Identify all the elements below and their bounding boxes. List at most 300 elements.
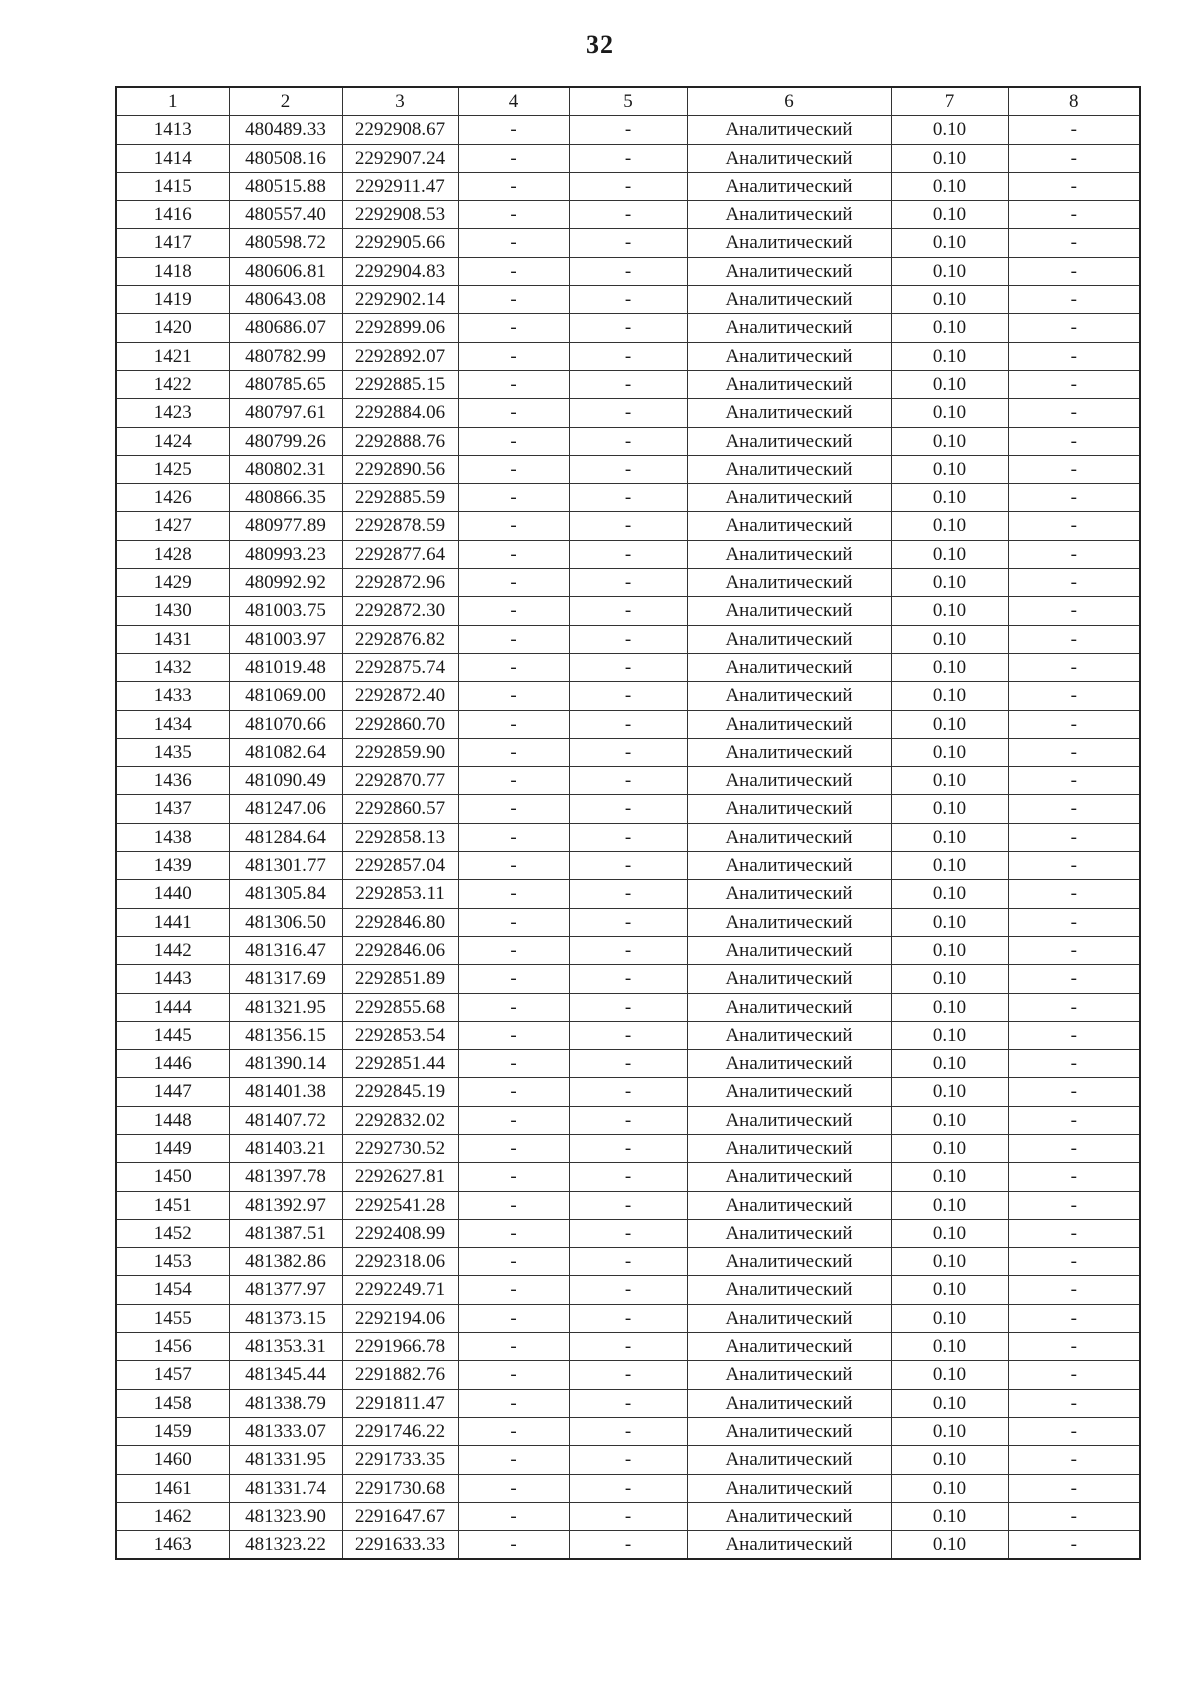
table-cell-col-4: - xyxy=(458,852,569,880)
table-cell-col-5: - xyxy=(569,1417,687,1445)
table-cell-col-3: 2291647.67 xyxy=(342,1502,458,1530)
table-row xyxy=(116,625,1140,653)
table-cell-col-5: - xyxy=(569,965,687,993)
table-cell-col-3: 2292858.13 xyxy=(342,823,458,851)
table-cell-col-1: 1432 xyxy=(116,653,229,681)
table-cell-col-2: 481338.79 xyxy=(229,1389,342,1417)
table-cell-col-5: - xyxy=(569,1531,687,1560)
table-row xyxy=(116,1446,1140,1474)
table-cell-col-2: 481003.97 xyxy=(229,625,342,653)
table-cell-col-5: - xyxy=(569,569,687,597)
table-cell-col-4: - xyxy=(458,1531,569,1560)
table-cell-col-4: - xyxy=(458,1163,569,1191)
table-cell-col-5: - xyxy=(569,597,687,625)
table-cell-col-4: - xyxy=(458,653,569,681)
table-cell-col-5: - xyxy=(569,1502,687,1530)
table-row xyxy=(116,370,1140,398)
table-cell-col-1: 1453 xyxy=(116,1248,229,1276)
table-cell-col-2: 481403.21 xyxy=(229,1134,342,1162)
table-cell-col-5: - xyxy=(569,936,687,964)
table-cell-col-7: 0.10 xyxy=(891,1050,1008,1078)
table-cell-col-2: 481390.14 xyxy=(229,1050,342,1078)
table-cell-col-7: 0.10 xyxy=(891,880,1008,908)
table-cell-col-4: - xyxy=(458,1417,569,1445)
table-cell-col-2: 481003.75 xyxy=(229,597,342,625)
table-cell-col-7: 0.10 xyxy=(891,767,1008,795)
table-cell-col-7: 0.10 xyxy=(891,908,1008,936)
table-body xyxy=(116,116,1140,1560)
table-row xyxy=(116,880,1140,908)
table-cell-col-6: Аналитический xyxy=(687,1134,891,1162)
table-cell-col-5: - xyxy=(569,370,687,398)
table-cell-col-5: - xyxy=(569,1361,687,1389)
table-cell-col-5: - xyxy=(569,653,687,681)
table-cell-col-7: 0.10 xyxy=(891,569,1008,597)
table-cell-col-6: Аналитический xyxy=(687,512,891,540)
table-cell-col-3: 2292872.30 xyxy=(342,597,458,625)
column-header-7: 7 xyxy=(891,87,1008,116)
table-cell-col-5: - xyxy=(569,1021,687,1049)
table-cell-col-2: 481373.15 xyxy=(229,1304,342,1332)
table-cell-col-4: - xyxy=(458,370,569,398)
table-cell-col-4: - xyxy=(458,116,569,144)
table-cell-col-1: 1450 xyxy=(116,1163,229,1191)
table-row xyxy=(116,172,1140,200)
table-cell-col-3: 2292860.70 xyxy=(342,710,458,738)
column-header-8: 8 xyxy=(1008,87,1140,116)
table-cell-col-6: Аналитический xyxy=(687,1106,891,1134)
table-cell-col-6: Аналитический xyxy=(687,1021,891,1049)
table-cell-col-4: - xyxy=(458,993,569,1021)
table-cell-col-2: 480606.81 xyxy=(229,257,342,285)
table-cell-col-6: Аналитический xyxy=(687,484,891,512)
table-row xyxy=(116,1389,1140,1417)
table-row xyxy=(116,286,1140,314)
table-cell-col-4: - xyxy=(458,1304,569,1332)
table-cell-col-2: 481353.31 xyxy=(229,1333,342,1361)
page-number: 32 xyxy=(586,30,614,59)
table-cell-col-3: 2292857.04 xyxy=(342,852,458,880)
table-cell-col-3: 2291882.76 xyxy=(342,1361,458,1389)
table-cell-col-2: 480782.99 xyxy=(229,342,342,370)
table-row xyxy=(116,936,1140,964)
table-row xyxy=(116,1248,1140,1276)
table-cell-col-6: Аналитический xyxy=(687,767,891,795)
table-row xyxy=(116,229,1140,257)
table-cell-col-2: 480508.16 xyxy=(229,144,342,172)
table-cell-col-6: Аналитический xyxy=(687,1248,891,1276)
table-cell-col-8: - xyxy=(1008,427,1140,455)
table-cell-col-3: 2291966.78 xyxy=(342,1333,458,1361)
table-cell-col-5: - xyxy=(569,852,687,880)
table-cell-col-6: Аналитический xyxy=(687,399,891,427)
table-cell-col-6: Аналитический xyxy=(687,823,891,851)
table-cell-col-8: - xyxy=(1008,1389,1140,1417)
table-row xyxy=(116,569,1140,597)
table-cell-col-5: - xyxy=(569,144,687,172)
table-cell-col-2: 481316.47 xyxy=(229,936,342,964)
table-row xyxy=(116,1134,1140,1162)
table-cell-col-8: - xyxy=(1008,257,1140,285)
table-cell-col-8: - xyxy=(1008,908,1140,936)
table-cell-col-2: 481387.51 xyxy=(229,1219,342,1247)
coordinates-table xyxy=(115,86,1141,1560)
table-cell-col-8: - xyxy=(1008,229,1140,257)
table-cell-col-3: 2291730.68 xyxy=(342,1474,458,1502)
table-cell-col-6: Аналитический xyxy=(687,144,891,172)
table-cell-col-1: 1425 xyxy=(116,455,229,483)
table-cell-col-2: 480489.33 xyxy=(229,116,342,144)
table-cell-col-4: - xyxy=(458,1276,569,1304)
column-header-4: 4 xyxy=(458,87,569,116)
table-cell-col-4: - xyxy=(458,512,569,540)
table-cell-col-3: 2292899.06 xyxy=(342,314,458,342)
table-cell-col-6: Аналитический xyxy=(687,257,891,285)
table-cell-col-7: 0.10 xyxy=(891,229,1008,257)
table-row xyxy=(116,144,1140,172)
table-cell-col-8: - xyxy=(1008,144,1140,172)
table-cell-col-7: 0.10 xyxy=(891,682,1008,710)
table-cell-col-8: - xyxy=(1008,172,1140,200)
table-cell-col-1: 1440 xyxy=(116,880,229,908)
table-cell-col-4: - xyxy=(458,738,569,766)
table-row xyxy=(116,1417,1140,1445)
table-row xyxy=(116,1021,1140,1049)
table-cell-col-5: - xyxy=(569,1106,687,1134)
table-cell-col-3: 2292902.14 xyxy=(342,286,458,314)
table-cell-col-1: 1454 xyxy=(116,1276,229,1304)
table-cell-col-6: Аналитический xyxy=(687,738,891,766)
table-cell-col-4: - xyxy=(458,1050,569,1078)
table-cell-col-3: 2292627.81 xyxy=(342,1163,458,1191)
table-cell-col-2: 481301.77 xyxy=(229,852,342,880)
table-cell-col-4: - xyxy=(458,1333,569,1361)
table-cell-col-6: Аналитический xyxy=(687,427,891,455)
table-cell-col-4: - xyxy=(458,880,569,908)
table-cell-col-6: Аналитический xyxy=(687,1191,891,1219)
table-cell-col-3: 2292851.44 xyxy=(342,1050,458,1078)
table-row xyxy=(116,1361,1140,1389)
table-cell-col-8: - xyxy=(1008,1163,1140,1191)
table-cell-col-3: 2292853.54 xyxy=(342,1021,458,1049)
table-cell-col-3: 2292885.59 xyxy=(342,484,458,512)
table-cell-col-2: 481306.50 xyxy=(229,908,342,936)
table-row xyxy=(116,710,1140,738)
table-cell-col-6: Аналитический xyxy=(687,1361,891,1389)
table-row xyxy=(116,342,1140,370)
table-cell-col-1: 1457 xyxy=(116,1361,229,1389)
table-cell-col-8: - xyxy=(1008,1333,1140,1361)
table-row xyxy=(116,257,1140,285)
table-cell-col-3: 2292888.76 xyxy=(342,427,458,455)
table-cell-col-4: - xyxy=(458,1502,569,1530)
table-cell-col-5: - xyxy=(569,682,687,710)
table-cell-col-3: 2292872.40 xyxy=(342,682,458,710)
table-cell-col-1: 1445 xyxy=(116,1021,229,1049)
table-cell-col-1: 1462 xyxy=(116,1502,229,1530)
table-cell-col-8: - xyxy=(1008,1106,1140,1134)
table-cell-col-1: 1420 xyxy=(116,314,229,342)
table-cell-col-8: - xyxy=(1008,625,1140,653)
table-row xyxy=(116,1106,1140,1134)
table-cell-col-8: - xyxy=(1008,455,1140,483)
column-header-5: 5 xyxy=(569,87,687,116)
table-cell-col-4: - xyxy=(458,1446,569,1474)
table-cell-col-8: - xyxy=(1008,710,1140,738)
table-cell-col-5: - xyxy=(569,1078,687,1106)
table-cell-col-7: 0.10 xyxy=(891,1417,1008,1445)
table-cell-col-1: 1438 xyxy=(116,823,229,851)
table-cell-col-3: 2292853.11 xyxy=(342,880,458,908)
table-cell-col-8: - xyxy=(1008,1248,1140,1276)
table-cell-col-2: 481392.97 xyxy=(229,1191,342,1219)
table-cell-col-2: 481317.69 xyxy=(229,965,342,993)
table-cell-col-8: - xyxy=(1008,342,1140,370)
table-cell-col-4: - xyxy=(458,257,569,285)
table-cell-col-4: - xyxy=(458,767,569,795)
table-cell-col-5: - xyxy=(569,172,687,200)
table-cell-col-6: Аналитический xyxy=(687,314,891,342)
table-cell-col-4: - xyxy=(458,936,569,964)
table-cell-col-7: 0.10 xyxy=(891,965,1008,993)
table-cell-col-3: 2292859.90 xyxy=(342,738,458,766)
table-cell-col-5: - xyxy=(569,540,687,568)
table-cell-col-2: 480992.92 xyxy=(229,569,342,597)
table-row xyxy=(116,1333,1140,1361)
table-cell-col-3: 2292249.71 xyxy=(342,1276,458,1304)
table-cell-col-6: Аналитический xyxy=(687,1276,891,1304)
table-cell-col-8: - xyxy=(1008,1502,1140,1530)
table-cell-col-7: 0.10 xyxy=(891,257,1008,285)
table-cell-col-6: Аналитический xyxy=(687,286,891,314)
table-cell-col-5: - xyxy=(569,229,687,257)
table-cell-col-7: 0.10 xyxy=(891,1474,1008,1502)
table-cell-col-4: - xyxy=(458,710,569,738)
table-cell-col-4: - xyxy=(458,1219,569,1247)
table-cell-col-8: - xyxy=(1008,1474,1140,1502)
table-cell-col-5: - xyxy=(569,512,687,540)
table-cell-col-5: - xyxy=(569,1276,687,1304)
table-cell-col-8: - xyxy=(1008,1446,1140,1474)
table-cell-col-3: 2292907.24 xyxy=(342,144,458,172)
table-cell-col-8: - xyxy=(1008,116,1140,144)
table-cell-col-5: - xyxy=(569,342,687,370)
table-cell-col-6: Аналитический xyxy=(687,993,891,1021)
table-cell-col-3: 2292885.15 xyxy=(342,370,458,398)
table-cell-col-5: - xyxy=(569,738,687,766)
table-cell-col-7: 0.10 xyxy=(891,597,1008,625)
table-cell-col-6: Аналитический xyxy=(687,1333,891,1361)
table-cell-col-7: 0.10 xyxy=(891,399,1008,427)
table-cell-col-5: - xyxy=(569,1248,687,1276)
table-row xyxy=(116,1474,1140,1502)
table-cell-col-3: 2292870.77 xyxy=(342,767,458,795)
table-cell-col-8: - xyxy=(1008,314,1140,342)
table-cell-col-8: - xyxy=(1008,540,1140,568)
table-row xyxy=(116,993,1140,1021)
table-cell-col-3: 2292846.06 xyxy=(342,936,458,964)
table-cell-col-6: Аналитический xyxy=(687,965,891,993)
table-cell-col-6: Аналитический xyxy=(687,229,891,257)
table-cell-col-7: 0.10 xyxy=(891,1219,1008,1247)
table-cell-col-7: 0.10 xyxy=(891,1106,1008,1134)
table-row xyxy=(116,767,1140,795)
table-cell-col-6: Аналитический xyxy=(687,1474,891,1502)
table-cell-col-2: 480802.31 xyxy=(229,455,342,483)
table-cell-col-1: 1461 xyxy=(116,1474,229,1502)
table-cell-col-4: - xyxy=(458,1248,569,1276)
table-cell-col-4: - xyxy=(458,342,569,370)
table-row xyxy=(116,597,1140,625)
table-cell-col-2: 481070.66 xyxy=(229,710,342,738)
table-cell-col-7: 0.10 xyxy=(891,1248,1008,1276)
table-cell-col-7: 0.10 xyxy=(891,370,1008,398)
table-cell-col-1: 1428 xyxy=(116,540,229,568)
table-cell-col-1: 1424 xyxy=(116,427,229,455)
table-row xyxy=(116,795,1140,823)
table-cell-col-5: - xyxy=(569,1163,687,1191)
table-cell-col-1: 1452 xyxy=(116,1219,229,1247)
table-cell-col-8: - xyxy=(1008,993,1140,1021)
table-cell-col-6: Аналитический xyxy=(687,795,891,823)
table-cell-col-6: Аналитический xyxy=(687,880,891,908)
table-cell-col-3: 2292908.53 xyxy=(342,201,458,229)
table-cell-col-7: 0.10 xyxy=(891,1078,1008,1106)
table-header-row xyxy=(116,87,1140,116)
table-cell-col-2: 481323.22 xyxy=(229,1531,342,1560)
table-cell-col-5: - xyxy=(569,1446,687,1474)
table-cell-col-5: - xyxy=(569,399,687,427)
table-cell-col-8: - xyxy=(1008,512,1140,540)
table-row xyxy=(116,1219,1140,1247)
table-cell-col-6: Аналитический xyxy=(687,1050,891,1078)
table-cell-col-7: 0.10 xyxy=(891,1531,1008,1560)
table-cell-col-8: - xyxy=(1008,1219,1140,1247)
table-cell-col-6: Аналитический xyxy=(687,540,891,568)
table-cell-col-2: 481069.00 xyxy=(229,682,342,710)
table-cell-col-3: 2292860.57 xyxy=(342,795,458,823)
table-cell-col-4: - xyxy=(458,597,569,625)
table-cell-col-1: 1456 xyxy=(116,1333,229,1361)
column-header-1: 1 xyxy=(116,87,229,116)
table-cell-col-8: - xyxy=(1008,1191,1140,1219)
table-cell-col-2: 481331.95 xyxy=(229,1446,342,1474)
column-header-3: 3 xyxy=(342,87,458,116)
table-cell-col-7: 0.10 xyxy=(891,625,1008,653)
table-cell-col-4: - xyxy=(458,427,569,455)
table-cell-col-2: 480598.72 xyxy=(229,229,342,257)
table-cell-col-5: - xyxy=(569,286,687,314)
table-cell-col-7: 0.10 xyxy=(891,1163,1008,1191)
table-cell-col-8: - xyxy=(1008,1361,1140,1389)
table-cell-col-8: - xyxy=(1008,738,1140,766)
table-row xyxy=(116,852,1140,880)
table-cell-col-4: - xyxy=(458,172,569,200)
column-header-6: 6 xyxy=(687,87,891,116)
table-row xyxy=(116,1276,1140,1304)
table-row xyxy=(116,1163,1140,1191)
table-cell-col-3: 2292872.96 xyxy=(342,569,458,597)
table-cell-col-7: 0.10 xyxy=(891,484,1008,512)
table-row xyxy=(116,1078,1140,1106)
table-cell-col-5: - xyxy=(569,908,687,936)
table-cell-col-7: 0.10 xyxy=(891,455,1008,483)
table-cell-col-5: - xyxy=(569,484,687,512)
table-cell-col-3: 2291746.22 xyxy=(342,1417,458,1445)
table-cell-col-1: 1417 xyxy=(116,229,229,257)
table-cell-col-3: 2292730.52 xyxy=(342,1134,458,1162)
table-cell-col-4: - xyxy=(458,625,569,653)
table-cell-col-7: 0.10 xyxy=(891,540,1008,568)
table-cell-col-7: 0.10 xyxy=(891,342,1008,370)
table-cell-col-7: 0.10 xyxy=(891,936,1008,964)
table-cell-col-1: 1431 xyxy=(116,625,229,653)
table-cell-col-3: 2292194.06 xyxy=(342,1304,458,1332)
column-header-2: 2 xyxy=(229,87,342,116)
table-cell-col-3: 2292905.66 xyxy=(342,229,458,257)
table-cell-col-6: Аналитический xyxy=(687,1446,891,1474)
table-cell-col-7: 0.10 xyxy=(891,1021,1008,1049)
table-cell-col-7: 0.10 xyxy=(891,710,1008,738)
table-cell-col-7: 0.10 xyxy=(891,738,1008,766)
table-cell-col-4: - xyxy=(458,1021,569,1049)
table-cell-col-4: - xyxy=(458,484,569,512)
table-cell-col-2: 481331.74 xyxy=(229,1474,342,1502)
table-cell-col-8: - xyxy=(1008,1050,1140,1078)
table-row xyxy=(116,1191,1140,1219)
table-cell-col-1: 1441 xyxy=(116,908,229,936)
table-cell-col-5: - xyxy=(569,1050,687,1078)
table-cell-col-2: 481090.49 xyxy=(229,767,342,795)
table-cell-col-8: - xyxy=(1008,936,1140,964)
table-cell-col-2: 481397.78 xyxy=(229,1163,342,1191)
table-cell-col-8: - xyxy=(1008,286,1140,314)
table-cell-col-5: - xyxy=(569,427,687,455)
table-cell-col-8: - xyxy=(1008,1021,1140,1049)
table-cell-col-4: - xyxy=(458,1361,569,1389)
table-cell-col-8: - xyxy=(1008,1304,1140,1332)
table-cell-col-1: 1415 xyxy=(116,172,229,200)
table-cell-col-2: 481382.86 xyxy=(229,1248,342,1276)
table-cell-col-5: - xyxy=(569,1219,687,1247)
table-cell-col-6: Аналитический xyxy=(687,1078,891,1106)
table-cell-col-4: - xyxy=(458,1474,569,1502)
table-cell-col-3: 2292876.82 xyxy=(342,625,458,653)
table-cell-col-5: - xyxy=(569,314,687,342)
table-cell-col-7: 0.10 xyxy=(891,1191,1008,1219)
table-cell-col-1: 1449 xyxy=(116,1134,229,1162)
table-cell-col-3: 2292892.07 xyxy=(342,342,458,370)
table-cell-col-8: - xyxy=(1008,1531,1140,1560)
table-cell-col-2: 481247.06 xyxy=(229,795,342,823)
table-cell-col-1: 1443 xyxy=(116,965,229,993)
table-cell-col-3: 2292855.68 xyxy=(342,993,458,1021)
table-cell-col-6: Аналитический xyxy=(687,455,891,483)
table-cell-col-3: 2292908.67 xyxy=(342,116,458,144)
table-cell-col-4: - xyxy=(458,908,569,936)
table-cell-col-5: - xyxy=(569,116,687,144)
table-cell-col-2: 481305.84 xyxy=(229,880,342,908)
table-cell-col-8: - xyxy=(1008,767,1140,795)
table-cell-col-6: Аналитический xyxy=(687,1531,891,1560)
table-cell-col-6: Аналитический xyxy=(687,1304,891,1332)
table-cell-col-2: 480866.35 xyxy=(229,484,342,512)
table-cell-col-6: Аналитический xyxy=(687,1163,891,1191)
table-cell-col-1: 1419 xyxy=(116,286,229,314)
table-cell-col-8: - xyxy=(1008,965,1140,993)
table-cell-col-8: - xyxy=(1008,201,1140,229)
table-cell-col-2: 481323.90 xyxy=(229,1502,342,1530)
